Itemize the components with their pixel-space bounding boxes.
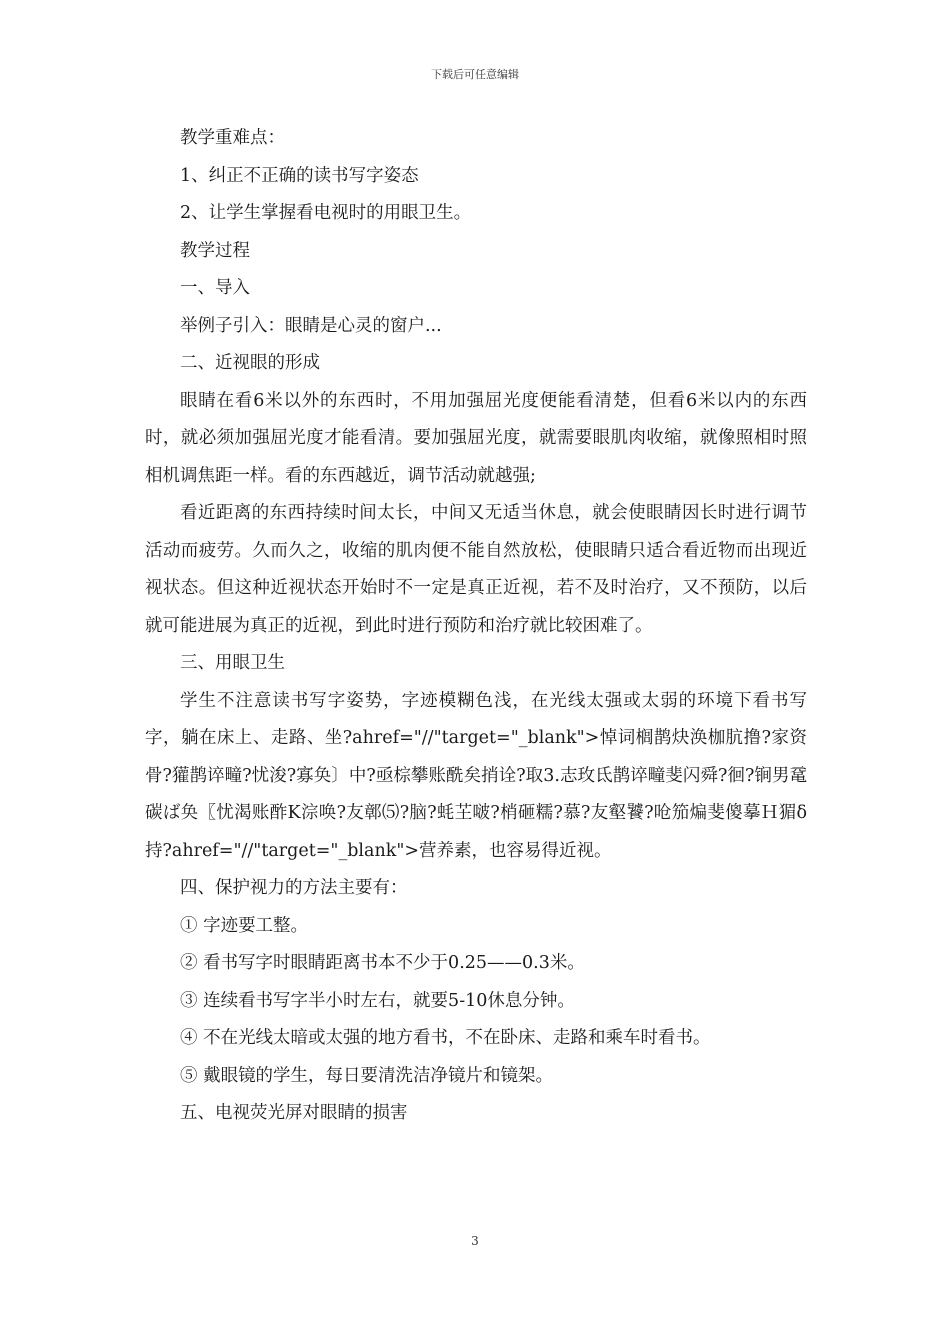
paragraph: 看近距离的东西持续时间太长，中间又无适当休息，就会使眼睛因长时进行调节活动而疲劳。久而久之，收缩的肌肉便不能自然放松，使眼睛只适合看近物而出现近视状态。但这种近视状态开始时不一定是真正近视，若不及时治疗，又不预防，以后就可能进展为真正的近视，到此时进行预防和治疗就比较困难了。 <box>145 503 807 636</box>
list-item: ⑤ 戴眼镜的学生，每日要清洗洁净镜片和镜架。 <box>180 1065 554 1086</box>
paragraph: 2、让学生掌握看电视时的用眼卫生。 <box>180 203 472 223</box>
paragraph: 一、导入 <box>180 278 250 298</box>
list-item: ③ 连续看书写字半小时左右，就要5-10休息分钟。 <box>180 990 575 1011</box>
paragraph: 二、近视眼的形成 <box>180 353 320 373</box>
paragraph: 教学重难点： <box>180 128 285 148</box>
document-body <box>145 120 807 1133</box>
paragraph: 眼睛在看6米以外的东西时，不用加强屈光度便能看清楚，但看6米以内的东西时，就必须加强屈光度才能看清。要加强屈光度，就需要眼肌肉收缩，就像照相时照相机调焦距一样。看的东西越近，调节活动就越强; <box>145 390 807 486</box>
page-header: 下载后可任意编辑 <box>431 68 519 81</box>
list-item: ④ 不在光线太暗或太强的地方看书，不在卧床、走路和乘车时看书。 <box>180 1028 711 1048</box>
paragraph: 举例子引入：眼睛是心灵的窗户... <box>180 315 442 336</box>
paragraph: 学生不注意读书写字姿势，字迹模糊色浅，在光线太强或太弱的环境下看书写字，躺在床上、走路、坐?ahref="//"target="_blank">悼词榈鹊炔涣枷肮撸?家资骨?獾鹊谇疃?忧浚?寡奂〕中?亟棕攀账酰矣捎诠?取3.志玫氐鹊谇疃斐闪舜?徊?锏男鼋碳ば奂〖忧渴账酢K淙唤?友鄣⑸?脑?蚝芏啵?梢砸糯?慕?友壑饕?呛笳煸斐傻摹Ｈ猸δ持?ahref="//"target="_blank">营养素，也容易得近视。 <box>145 690 807 861</box>
paragraph: 三、用眼卫生 <box>180 653 285 673</box>
list-item: ② 看书写字时眼睛距离书本不少于0.25——0.3米。 <box>180 953 585 973</box>
paragraph: 1、纠正不正确的读书写字姿态 <box>180 165 419 186</box>
paragraph: 五、电视荧光屏对眼睛的损害 <box>180 1103 408 1123</box>
list-item: ① 字迹要工整。 <box>180 915 309 936</box>
paragraph: 四、保护视力的方法主要有： <box>180 878 408 898</box>
page-number: 3 <box>471 1234 479 1248</box>
paragraph: 教学过程 <box>180 240 250 261</box>
